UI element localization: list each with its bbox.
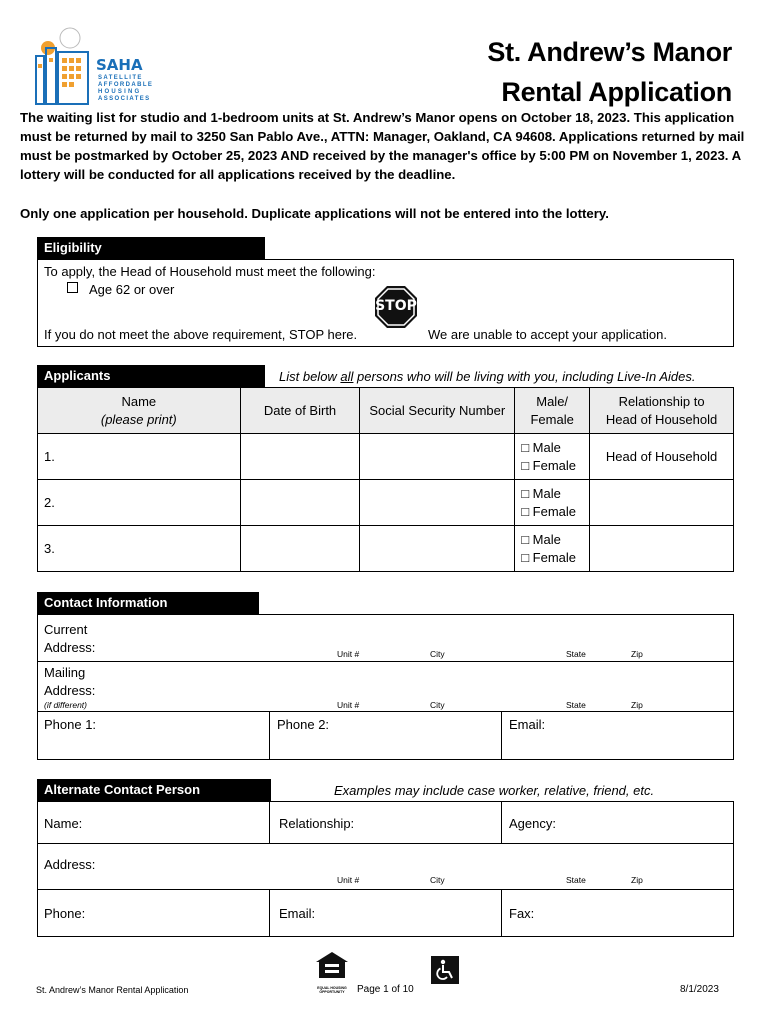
divider [37, 843, 734, 844]
alt-address-field[interactable]: Address: [44, 857, 96, 872]
female-checkbox[interactable]: □ Female [521, 457, 576, 473]
divider [37, 711, 734, 712]
alt-city-label: City [430, 875, 445, 885]
divider [501, 711, 502, 760]
alt-agency-field[interactable]: Agency: [509, 816, 556, 831]
eligibility-requirement: To apply, the Head of Household must meet the following: [44, 264, 376, 279]
female-checkbox[interactable]: □ Female [521, 549, 576, 565]
male-checkbox[interactable]: □ Male [521, 531, 561, 547]
mailing-state-label: State [566, 700, 586, 710]
male-checkbox[interactable]: □ Male [521, 485, 561, 501]
logo-line-2: AFFORDABLE [98, 82, 154, 88]
footer-left: St. Andrew’s Manor Rental Application [36, 985, 189, 995]
applicant-sex-2 [515, 480, 590, 526]
applicants-table [37, 387, 734, 572]
col-ssn: Social Security Number [360, 388, 515, 434]
table-row [38, 526, 734, 572]
stop-instruction: If you do not meet the above requirement, STOP here. [44, 327, 358, 342]
table-row [38, 434, 734, 480]
alt-relationship-field[interactable]: Relationship: [279, 816, 355, 831]
col-rel-line1: Relationship to [618, 393, 705, 409]
current-address-label-1: Current [44, 622, 88, 637]
divider [501, 889, 502, 937]
mailing-unit-label: Unit # [337, 700, 360, 710]
divider [37, 661, 734, 662]
col-relationship [590, 388, 734, 434]
alternate-note: Examples may include case worker, relative, friend, etc. [334, 783, 655, 798]
current-city-label: City [430, 649, 445, 659]
applicant-relationship-1: Head of Household [590, 434, 734, 480]
col-rel-line2: Head of Household [605, 411, 718, 427]
female-checkbox[interactable]: □ Female [521, 503, 576, 519]
mailing-address-label-2: Address: [44, 683, 96, 698]
applicant-ssn-1[interactable] [360, 434, 515, 480]
email-field[interactable]: Email: [509, 717, 546, 732]
divider [501, 801, 502, 844]
mailing-city-label: City [430, 700, 445, 710]
current-state-label: State [566, 649, 586, 659]
page-title-line-2: Rental Application [501, 77, 732, 107]
applicant-relationship-3[interactable] [590, 526, 734, 572]
logo-line-1: SATELLITE [98, 75, 143, 81]
alternate-box [37, 801, 734, 937]
applicant-sex-1 [515, 434, 590, 480]
col-sex [515, 388, 590, 434]
alt-email-field[interactable]: Email: [279, 906, 316, 921]
equal-housing-text: EQUAL HOUSING OPPORTUNITY [317, 986, 347, 994]
if-different-label: (if different) [44, 700, 87, 710]
current-zip-label: Zip [631, 649, 643, 659]
applicants-header-row [38, 388, 734, 434]
mailing-zip-label: Zip [631, 700, 643, 710]
col-name-sub: (please print) [100, 411, 177, 427]
applicant-name-3[interactable] [38, 526, 241, 572]
page-title-line-1: St. Andrew’s Manor [487, 37, 732, 67]
divider [269, 889, 270, 937]
footer-date: 8/1/2023 [680, 984, 719, 995]
col-sex-line1: Male/ [536, 393, 569, 409]
col-sex-line2: Female [530, 411, 574, 427]
row-number: 3. [44, 540, 55, 556]
equal-housing-icon [314, 951, 350, 994]
applicants-header: Applicants [37, 365, 265, 387]
applicant-relationship-2[interactable] [590, 480, 734, 526]
applicant-ssn-2[interactable] [360, 480, 515, 526]
accessibility-icon [431, 956, 459, 984]
applicants-note-all: all [340, 369, 354, 384]
applicants-note-pre: List below [279, 369, 341, 384]
applicant-dob-2[interactable] [240, 480, 360, 526]
row-number: 1. [44, 448, 55, 464]
logo-line-4: ASSOCIATES [98, 96, 151, 102]
divider [37, 889, 734, 890]
alt-zip-label: Zip [631, 875, 643, 885]
col-name-label: Name [121, 393, 157, 409]
unable-to-accept: We are unable to accept your application. [428, 327, 667, 342]
stop-sign-text: STOP [375, 298, 417, 314]
logo-name: SAHA [96, 56, 143, 74]
table-row [38, 480, 734, 526]
col-name [38, 388, 241, 434]
applicant-dob-1[interactable] [240, 434, 360, 480]
alt-name-field[interactable]: Name: [44, 816, 83, 831]
applicant-name-2[interactable] [38, 480, 241, 526]
mailing-address-label-1: Mailing [44, 665, 86, 680]
logo-line-3: HOUSING [98, 89, 142, 95]
divider [269, 711, 270, 760]
alt-unit-label: Unit # [337, 875, 360, 885]
page-number: Page 1 of 10 [357, 984, 414, 995]
saha-logo [34, 24, 164, 106]
divider [269, 801, 270, 844]
alt-phone-field[interactable]: Phone: [44, 906, 86, 921]
phone2-field[interactable]: Phone 2: [277, 717, 330, 732]
alternate-header: Alternate Contact Person [37, 779, 271, 801]
contact-header: Contact Information [37, 592, 259, 614]
row-number: 2. [44, 494, 55, 510]
current-unit-label: Unit # [337, 649, 360, 659]
male-checkbox[interactable]: □ Male [521, 439, 561, 455]
stop-sign-icon [374, 285, 418, 329]
age-checkbox-label: Age 62 or over [89, 282, 175, 297]
applicant-name-1[interactable] [38, 434, 241, 480]
applicants-note-post: persons who will be living with you, including Live-In Aides. [353, 369, 696, 384]
eligibility-header: Eligibility [37, 237, 265, 259]
intro-paragraph: The waiting list for studio and 1-bedroom units at St. Andrew’s Manor opens on October 18, 2023. This application must be returned by mail to 3250 San Pablo Ave., ATTN: Manager, Oakland, CA 94608. Applications returned by mail must be postmarked by October 25, 2023 AND received by the manager's office by 5:00 PM on November 1, 2023. A lottery will be conducted for all applications received by the deadline. [20, 110, 745, 182]
phone1-field[interactable]: Phone 1: [44, 717, 97, 732]
applicant-sex-3 [515, 526, 590, 572]
alt-fax-field[interactable]: Fax: [509, 906, 535, 921]
age-checkbox[interactable] [67, 282, 78, 293]
current-address-label-2: Address: [44, 640, 96, 655]
applicants-note [279, 368, 695, 385]
applicant-ssn-3[interactable] [360, 526, 515, 572]
applicant-dob-3[interactable] [240, 526, 360, 572]
one-application-note: Only one application per household. Duplicate applications will not be entered into the lottery. [20, 206, 609, 221]
alt-state-label: State [566, 875, 586, 885]
col-dob: Date of Birth [240, 388, 360, 434]
